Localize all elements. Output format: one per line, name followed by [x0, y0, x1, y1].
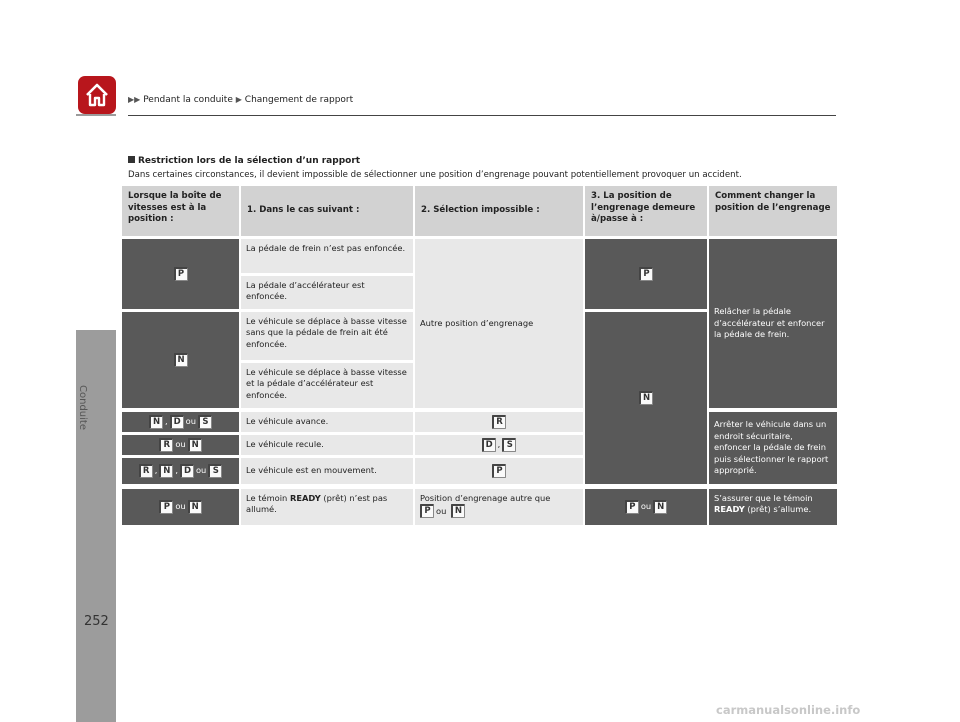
key-r: R	[492, 415, 506, 429]
breadcrumb-arrow-icon: ▶	[235, 95, 242, 104]
separator: ,	[165, 416, 168, 427]
how-stop-vehicle: Arrêter le véhicule dans un endroit sécuritaire, enfoncer la pédale de frein puis sélectionner le rapport approprié.	[709, 412, 837, 484]
key-s: S	[208, 464, 222, 478]
position-pn-cell	[122, 489, 239, 525]
key-p: P	[639, 267, 653, 281]
key-n: N	[159, 464, 173, 478]
header-result: 3. La position de l’engrenage demeure à/passe à :	[585, 186, 707, 236]
bullet-square-icon	[128, 156, 135, 163]
sidebar-section-label: Conduite	[77, 385, 88, 430]
key-p: P	[420, 504, 434, 518]
ready-indicator-word: READY	[714, 504, 745, 515]
case-moving: Le véhicule est en mouvement.	[241, 458, 413, 484]
key-d: D	[482, 438, 496, 452]
separator: ,	[497, 439, 501, 450]
page-number: 252	[84, 614, 109, 629]
ready-indicator-word: READY	[289, 493, 321, 503]
key-d: D	[170, 415, 184, 429]
separator: ,	[154, 465, 158, 476]
impossible-r	[415, 412, 583, 432]
sidebar-gap	[76, 116, 116, 330]
key-p: P	[492, 464, 506, 478]
home-icon	[83, 81, 111, 109]
header-impossible: 2. Sélection impossible :	[415, 186, 583, 236]
key-n: N	[188, 438, 202, 452]
separator-ou: ou	[175, 501, 186, 512]
separator-ou: ou	[436, 505, 447, 516]
header-case: 1. Dans le cas suivant :	[241, 186, 413, 236]
gear-restriction-table	[122, 186, 837, 526]
ready-how-pre: S’assurer que le témoin	[714, 493, 813, 503]
position-rn-cell	[122, 435, 239, 455]
key-s: S	[198, 415, 212, 429]
ready-impossible-text: Position d’engrenage autre que	[420, 493, 551, 503]
result-n-cell	[585, 312, 707, 484]
case-n-nobrake: Le véhicule se déplace à basse vitesse sans que la pédale de frein ait été enfoncée.	[241, 312, 413, 360]
key-r: R	[159, 438, 173, 452]
key-n: N	[639, 391, 653, 405]
key-p: P	[625, 500, 639, 514]
header-how: Comment changer la position de l’engrenage	[709, 186, 837, 236]
case-n-accel: Le véhicule se déplace à basse vitesse et la pédale d’accélérateur est enfoncée.	[241, 363, 413, 408]
case-reverse: Le véhicule recule.	[241, 435, 413, 455]
breadcrumb-link-conduite[interactable]: Pendant la conduite	[143, 95, 233, 105]
result-pn-cell	[585, 489, 707, 525]
separator: ,	[175, 465, 178, 476]
header-position: Lorsque la boîte de vitesses est à la position :	[122, 186, 239, 236]
how-release-accel: Relâcher la pédale d’accélérateur et enfoncer la pédale de frein.	[709, 239, 837, 408]
key-p: P	[159, 500, 173, 514]
ready-how-post: (prêt) s’allume.	[747, 504, 812, 515]
separator-ou: ou	[195, 465, 207, 476]
how-ready-on	[709, 489, 837, 525]
position-p-cell	[122, 239, 239, 309]
breadcrumb-link-rapport[interactable]: Changement de rapport	[244, 95, 354, 105]
impossible-ready	[415, 489, 583, 525]
breadcrumb	[128, 95, 353, 105]
impossible-ds	[415, 435, 583, 455]
position-n-cell	[122, 312, 239, 408]
ready-text-post: (prêt) n’est pas allumé.	[246, 493, 388, 515]
breadcrumb-arrow-icon: ▶▶	[128, 95, 141, 104]
key-n: N	[653, 500, 667, 514]
separator-ou: ou	[640, 501, 652, 512]
separator-ou: ou	[175, 439, 186, 450]
case-ready-off	[241, 489, 413, 525]
section-title-text: Restriction lors de la sélection d’un rapport	[138, 156, 361, 166]
key-n: N	[149, 415, 163, 429]
position-nds-cell	[122, 412, 239, 432]
impossible-other: Autre position d’engrenage	[415, 239, 583, 408]
key-p: P	[174, 267, 188, 281]
case-p-accel: La pédale d’accélérateur est enfoncée.	[241, 276, 413, 309]
case-p-brake: La pédale de frein n’est pas enfoncée.	[241, 239, 413, 273]
separator-ou: ou	[185, 416, 196, 427]
impossible-p	[415, 458, 583, 484]
key-n: N	[451, 504, 465, 518]
position-rnds-cell	[122, 458, 239, 484]
result-p-cell	[585, 239, 707, 309]
watermark: carmanualsonline.info	[716, 703, 861, 717]
header-divider	[128, 115, 836, 116]
case-forward: Le véhicule avance.	[241, 412, 413, 432]
key-n: N	[188, 500, 202, 514]
key-r: R	[139, 464, 153, 478]
section-title	[128, 156, 360, 166]
section-description: Dans certaines circonstances, il devient impossible de sélectionner une position d’engrenage pouvant potentiellement provoquer un accident.	[128, 170, 742, 180]
key-n: N	[174, 353, 188, 367]
ready-text-pre: Le témoin	[246, 493, 288, 503]
key-s: S	[502, 438, 516, 452]
key-d: D	[180, 464, 194, 478]
home-button[interactable]	[78, 76, 116, 114]
